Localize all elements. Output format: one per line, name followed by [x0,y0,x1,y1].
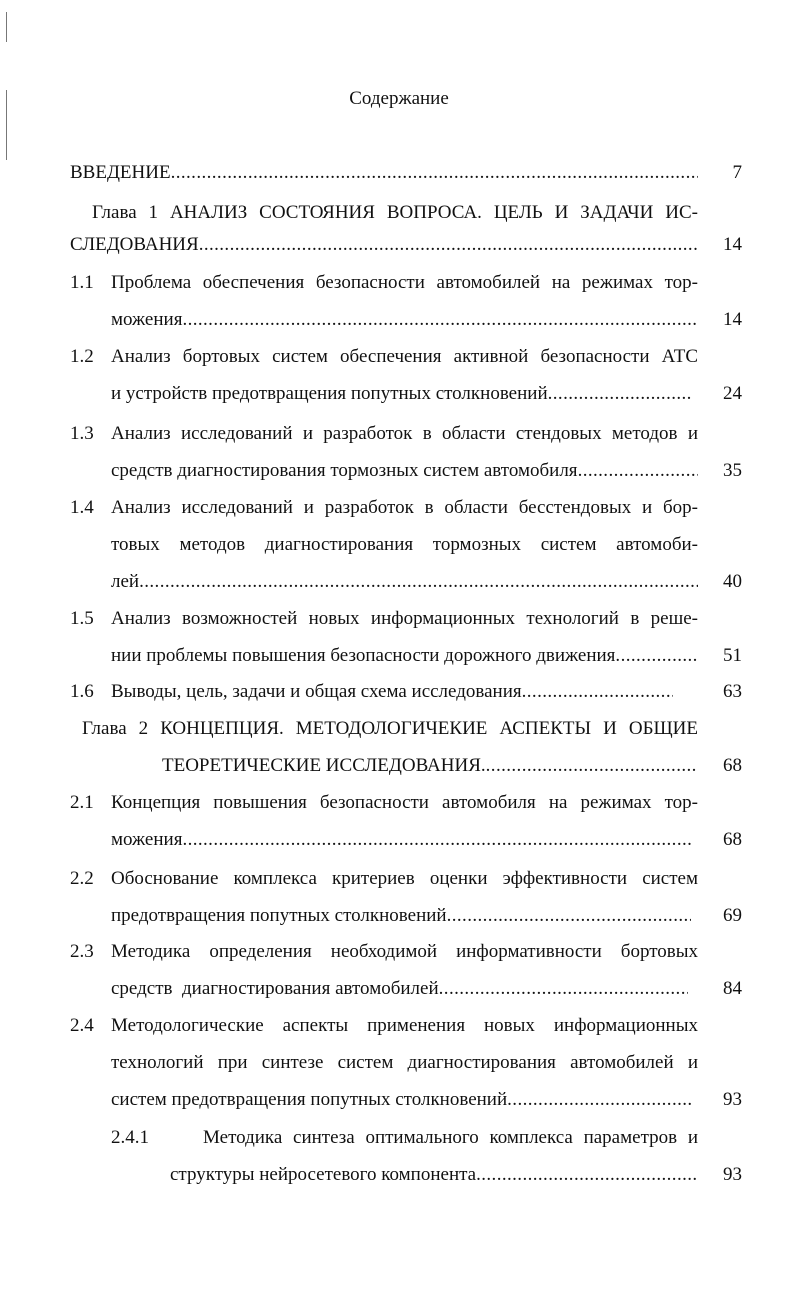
toc-entry-title: Выводы, цель, задачи и общая схема исследования [111,681,522,702]
toc-section-2-4-continuation-2[interactable] [111,1087,691,1113]
toc-section-number: 1.1 [70,272,94,293]
toc-page-number: 40 [723,571,742,592]
toc-entry-title: СЛЕДОВАНИЯ [70,234,199,255]
leader-dots [139,569,698,595]
toc-section-2-2-title[interactable]: Обоснование комплекса критериев оценки эффективности систем [111,868,698,889]
toc-entry-title: структуры нейросетевого компонента [170,1164,477,1185]
toc-section-2-3-continuation[interactable] [111,976,688,1002]
toc-entry-title: ВВЕДЕНИЕ [70,162,171,183]
toc-section-number: 2.4 [70,1015,94,1036]
toc-section-1-6-title[interactable] [111,679,673,705]
toc-section-number: 1.2 [70,346,94,367]
leader-dots [486,753,698,779]
toc-section-1-3-title[interactable]: Анализ исследований и разработок в области стендовых методов и [111,423,698,444]
toc-page-number: 84 [723,978,742,999]
toc-page-number: 68 [723,829,742,850]
toc-entry-title: средств диагностирования тормозных систем автомобиля [111,460,578,481]
toc-page-number: 35 [723,460,742,481]
toc-subsection-number: 2.4.1 [111,1127,149,1148]
toc-section-2-1-continuation[interactable] [111,827,691,853]
toc-subsection-2-4-1-title[interactable]: Методика синтеза оптимального комплекса параметров и [203,1127,698,1148]
leader-dots [439,976,688,1002]
toc-page-number: 14 [723,309,742,330]
toc-entry-title: можения [111,309,183,330]
toc-section-number: 2.2 [70,868,94,889]
toc-section-1-2-title[interactable]: Анализ бортовых систем обеспечения активной безопасности АТС [111,346,698,367]
toc-entry-title: лей [111,571,140,592]
toc-entry-intro[interactable] [70,160,698,186]
leader-dots [615,643,698,669]
toc-entry-title: и устройств предотвращения попутных столкновений [111,383,548,404]
leader-dots [447,903,691,929]
toc-entry-title: нии проблемы повышения безопасности дорожного движения [111,645,616,666]
leader-dots [548,381,691,407]
leader-dots [182,827,691,853]
toc-section-1-1-title[interactable]: Проблема обеспечения безопасности автомобилей на режимах тор- [111,272,698,293]
toc-section-number: 1.3 [70,423,94,444]
leader-dots [182,307,698,333]
toc-entry-title: можения [111,829,183,850]
toc-page-number: 7 [732,162,742,183]
toc-section-1-1-continuation[interactable] [111,307,698,333]
toc-section-2-1-title[interactable]: Концепция повышения безопасности автомобиля на режимах тор- [111,792,698,813]
leader-dots [171,160,698,186]
toc-section-number: 1.6 [70,681,94,702]
toc-section-1-5-title[interactable]: Анализ возможностей новых информационных технологий в реше- [111,608,698,629]
toc-section-2-3-title[interactable]: Методика определения необходимой информативности бортовых [111,941,698,962]
toc-section-1-4-continuation-2[interactable] [111,569,698,595]
toc-page-number: 93 [723,1164,742,1185]
toc-chapter-1-heading[interactable]: Глава 1 АНАЛИЗ СОСТОЯНИЯ ВОПРОСА. ЦЕЛЬ И ЗАДАЧИ ИС- [92,202,698,223]
toc-section-1-2-continuation[interactable] [111,381,691,407]
toc-page-number: 51 [723,645,742,666]
toc-page-number: 14 [723,234,742,255]
toc-page-number: 68 [723,755,742,776]
toc-section-1-4-continuation[interactable]: товых методов диагностирования тормозных систем автомоби- [111,534,698,555]
leader-dots [476,1162,696,1188]
toc-entry-title: ТЕОРЕТИЧЕСКИЕ ИССЛЕДОВАНИЯ. [162,755,486,776]
toc-section-2-4-title[interactable]: Методологические аспекты применения новых информационных [111,1015,698,1036]
toc-section-number: 1.4 [70,497,94,518]
toc-section-number: 1.5 [70,608,94,629]
toc-section-2-2-continuation[interactable] [111,903,691,929]
toc-section-number: 2.1 [70,792,94,813]
toc-chapter-2-continuation[interactable] [162,753,698,779]
toc-entry-title: систем предотвращения попутных столкновений [111,1089,508,1110]
toc-chapter-2-heading[interactable]: Глава 2 КОНЦЕПЦИЯ. МЕТОДОЛОГИЧЕКИЕ АСПЕКТЫ И ОБЩИЕ [82,718,698,739]
leader-dots [578,458,698,484]
toc-section-2-4-continuation[interactable]: технологий при синтезе систем диагностирования автомобилей и [111,1052,698,1073]
toc-section-1-3-continuation[interactable] [111,458,698,484]
toc-entry-title: средств диагностирования автомобилей [111,978,439,999]
toc-chapter-1-continuation[interactable] [70,232,698,258]
toc-section-number: 2.3 [70,941,94,962]
leader-dots [199,232,698,258]
toc-page-number: 93 [723,1089,742,1110]
page-title: Содержание [349,88,449,109]
leader-dots [522,679,673,705]
toc-page-number: 63 [723,681,742,702]
toc-section-1-5-continuation[interactable] [111,643,698,669]
toc-section-1-4-title[interactable]: Анализ исследований и разработок в области бесстендовых и бор- [111,497,698,518]
toc-entry-title: предотвращения попутных столкновений [111,905,447,926]
toc-subsection-2-4-1-continuation[interactable] [170,1162,696,1188]
toc-page-number: 24 [723,383,742,404]
toc-page-number: 69 [723,905,742,926]
leader-dots [507,1087,691,1113]
